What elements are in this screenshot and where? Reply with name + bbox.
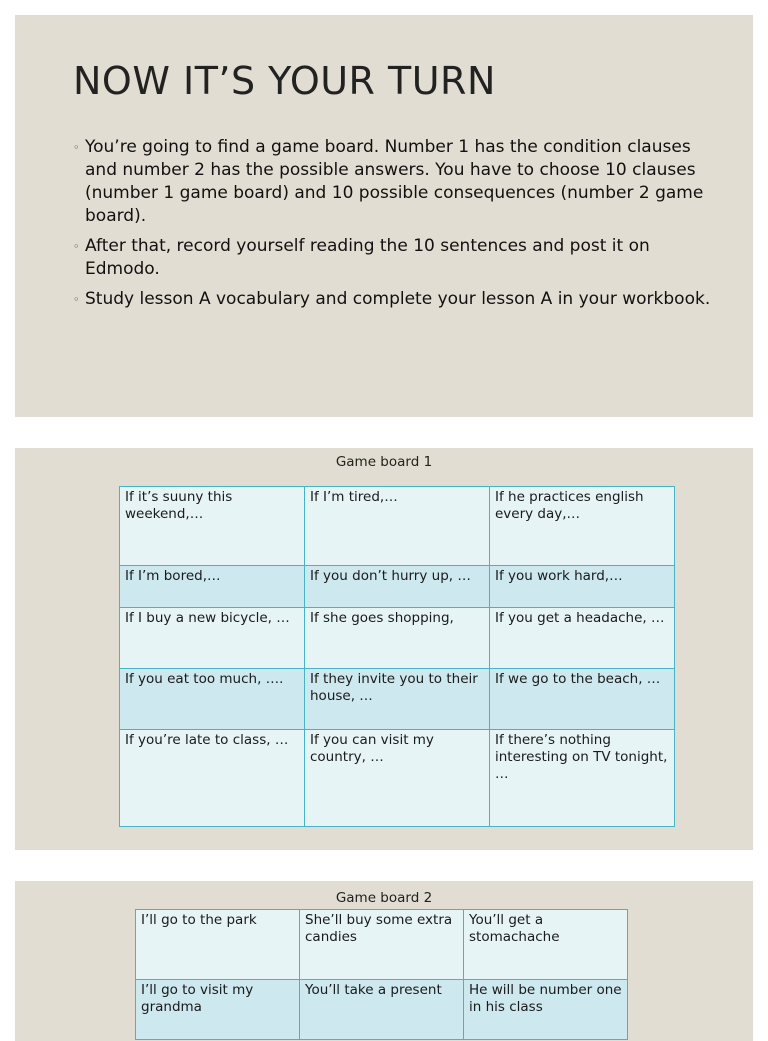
table-cell: If you can visit my country, … xyxy=(305,730,490,827)
slide-game-board-1 xyxy=(15,448,753,850)
slide-instructions xyxy=(15,15,753,417)
table-cell: If you don’t hurry up, … xyxy=(305,566,490,608)
table-cell: If you work hard,… xyxy=(490,566,675,608)
table-cell: You’ll take a present xyxy=(300,980,464,1040)
table-cell: If they invite you to their house, … xyxy=(305,669,490,730)
table-cell: I’ll go to the park xyxy=(136,910,300,980)
table-cell: If she goes shopping, xyxy=(305,608,490,669)
game-board-2-table xyxy=(135,909,628,1040)
table-cell: If I buy a new bicycle, … xyxy=(120,608,305,669)
bullet-item xyxy=(73,288,713,311)
table-cell: If there’s nothing interesting on TV tonight, … xyxy=(490,730,675,827)
slide-game-board-2 xyxy=(15,881,753,1041)
bullet-marker-icon: ◦ xyxy=(73,293,80,306)
board-title: Game board 2 xyxy=(335,890,433,906)
slide-title: NOW IT’S YOUR TURN xyxy=(73,59,496,103)
table-row xyxy=(136,910,628,980)
table-cell: You’ll get a stomachache xyxy=(464,910,628,980)
table-row xyxy=(120,608,675,669)
table-cell: If I’m tired,… xyxy=(305,487,490,566)
bullet-text: Study lesson A vocabulary and complete your lesson A in your workbook. xyxy=(85,289,711,309)
table-cell: If he practices english every day,… xyxy=(490,487,675,566)
table-cell: If you get a headache, … xyxy=(490,608,675,669)
table-cell: He will be number one in his class xyxy=(464,980,628,1040)
bullet-marker-icon: ◦ xyxy=(73,240,80,253)
table-row xyxy=(136,980,628,1040)
bullet-item xyxy=(73,136,713,228)
table-row xyxy=(120,669,675,730)
table-cell: She’ll buy some extra candies xyxy=(300,910,464,980)
table-row xyxy=(120,566,675,608)
table-row xyxy=(120,487,675,566)
table-row xyxy=(120,730,675,827)
table-cell: I’ll go to visit my grandma xyxy=(136,980,300,1040)
table-cell: If we go to the beach, … xyxy=(490,669,675,730)
bullet-text: You’re going to find a game board. Number 1 has the condition clauses and number 2 has the possible answers. You have to choose 10 clauses (number 1 game board) and 10 possible consequences (number 2 game board). xyxy=(85,137,704,226)
bullet-item xyxy=(73,235,713,281)
table-cell: If you’re late to class, … xyxy=(120,730,305,827)
board-title: Game board 1 xyxy=(335,454,433,470)
table-cell: If it’s suuny this weekend,… xyxy=(120,487,305,566)
bullet-marker-icon: ◦ xyxy=(73,141,80,154)
game-board-1-table xyxy=(119,486,675,827)
bullet-text: After that, record yourself reading the 10 sentences and post it on Edmodo. xyxy=(85,236,650,279)
table-cell: If you eat too much, …. xyxy=(120,669,305,730)
bullet-list xyxy=(73,136,713,318)
table-cell: If I’m bored,… xyxy=(120,566,305,608)
